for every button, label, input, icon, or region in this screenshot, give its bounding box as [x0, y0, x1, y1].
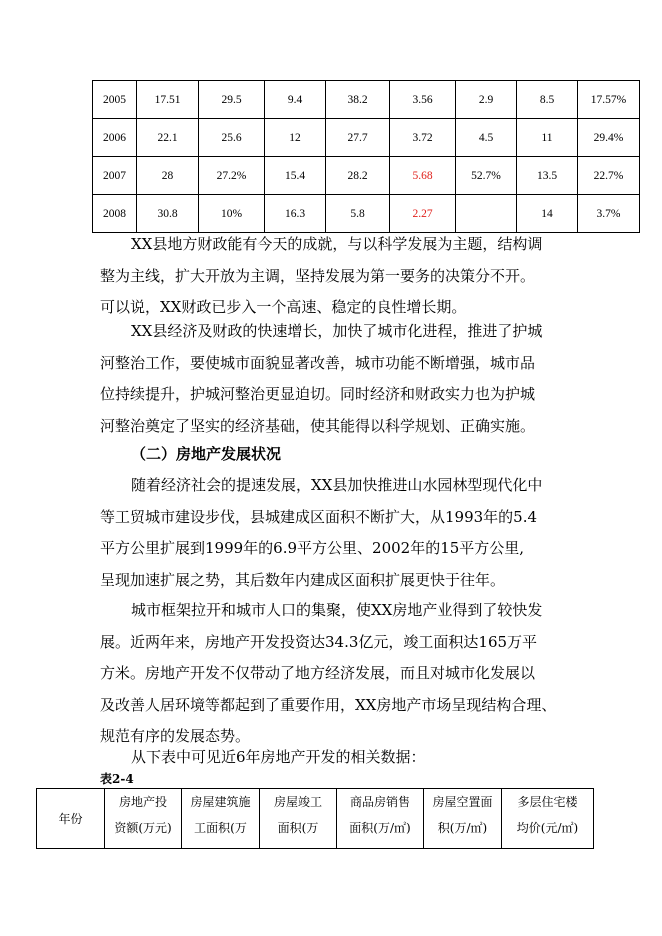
table-cell: 2007 [93, 157, 137, 195]
table-cell: 16.3 [265, 195, 326, 233]
header-line: 房屋空置面 [432, 795, 493, 809]
table-cell [456, 195, 517, 233]
table-cell: 17.57% [578, 81, 640, 119]
table-cell: 2.9 [456, 81, 517, 119]
text-line: 及改善人居环境等都起到了重要作用，XX房地产市场呈现结构合理、 [100, 695, 557, 714]
table-cell: 17.51 [137, 81, 199, 119]
table-header-cell [37, 789, 105, 849]
table-cell: 3.72 [390, 119, 456, 157]
table-caption: 表2-4 [100, 772, 134, 786]
header-line: 均价(元/㎡) [516, 821, 579, 835]
table-row [93, 157, 640, 195]
table-row [93, 81, 640, 119]
header-line: 面积(万/㎡) [349, 821, 411, 835]
text-line: XX县经济及财政的快速增长，加快了城市化进程，推进了护城 [131, 322, 543, 340]
table-cell: 15.4 [265, 157, 326, 195]
fiscal-data-table [92, 80, 640, 233]
text-line: 方米。房地产开发不仅带动了地方经济发展，而且对城市化发展以 [100, 664, 536, 682]
table-cell: 11 [517, 119, 578, 157]
header-line: 多层住宅楼 [517, 795, 578, 809]
table-header-cell [502, 789, 594, 849]
header-line: 积(万/㎡) [437, 821, 488, 835]
text-line: 平方公里扩展到1999年的6.9平方公里、2002年的15平方公里, [100, 539, 525, 557]
table-cell: 27.2% [199, 157, 265, 195]
table-cell: 14 [517, 195, 578, 233]
table-cell: 22.7% [578, 157, 640, 195]
text-line: 整为主线，扩大开放为主调，坚持发展为第一要务的决策分不开。 [100, 266, 536, 285]
table-cell: 22.1 [137, 119, 199, 157]
table-cell: 2005 [93, 81, 137, 119]
table-cell: 4.5 [456, 119, 517, 157]
real-estate-table [36, 788, 594, 849]
section-title: （二）房地产发展状况 [131, 445, 282, 463]
text-line: 位持续提升，护城河整治更显迫切。同时经济和财政实力也为护城 [100, 385, 536, 403]
table-cell: 3.56 [390, 81, 456, 119]
table-header-cell [260, 789, 337, 849]
text-line: 从下表中可见近6年房地产开发的相关数据： [131, 748, 426, 766]
table-cell: 27.7 [326, 119, 390, 157]
text-line: 城市框架拉开和城市人口的集聚，使XX房地产业得到了较快发 [131, 601, 543, 619]
table-cell: 38.2 [326, 81, 390, 119]
text-line: 展。近两年来，房地产开发投资达34.3亿元，竣工面积达165万平 [100, 632, 538, 651]
paragraph-urban-expansion [100, 470, 564, 596]
table-cell: 2006 [93, 119, 137, 157]
table-header-cell [337, 789, 424, 849]
text-line: 规范有序的发展态势。 [100, 727, 251, 745]
table-cell: 52.7% [456, 157, 517, 195]
table-header-cell [182, 789, 260, 849]
text-line: 呈现加速扩展之势，其后数年内建成区面积扩展更快于往年。 [100, 570, 506, 589]
header-line: 房屋竣工 [273, 795, 322, 809]
text-line: 河整治奠定了坚实的经济基础，使其能得以科学规划、正确实施。 [100, 416, 536, 435]
table-header-row [37, 789, 594, 849]
table-cell: 2.27 [390, 195, 456, 233]
header-line: 面积(万 [277, 821, 319, 835]
table-cell: 10% [199, 195, 265, 233]
header-line: 工面积(万 [194, 821, 247, 835]
table-cell: 8.5 [517, 81, 578, 119]
table-cell: 30.8 [137, 195, 199, 233]
paragraph-fiscal-achievement [100, 229, 564, 324]
header-line: 商品房销售 [349, 795, 410, 809]
table-row [93, 119, 640, 157]
table-cell: 13.5 [517, 157, 578, 195]
paragraph-table-intro [100, 742, 564, 774]
table-cell: 29.5 [199, 81, 265, 119]
table-cell: 28.2 [326, 157, 390, 195]
paragraph-real-estate [100, 595, 564, 753]
header-line: 资额(万元) [114, 821, 172, 835]
text-line: 河整治工作，要使城市面貌显著改善，城市功能不断增强，城市品 [100, 353, 536, 372]
table-row [93, 195, 640, 233]
table-cell: 2008 [93, 195, 137, 233]
text-line: XX县地方财政能有今天的成就，与以科学发展为主题，结构调 [131, 235, 543, 253]
table-cell: 5.8 [326, 195, 390, 233]
text-line: 随着经济社会的提速发展，XX县加快推进山水园林型现代化中 [131, 476, 543, 494]
table-cell: 28 [137, 157, 199, 195]
table-cell: 5.68 [390, 157, 456, 195]
text-line: 可以说，XX财政已步入一个高速、稳定的良性增长期。 [100, 298, 467, 316]
paragraph-urbanization [100, 316, 564, 442]
table-header-cell [424, 789, 502, 849]
header-line: 房屋建筑施 [190, 795, 251, 809]
table-cell: 9.4 [265, 81, 326, 119]
table-cell: 25.6 [199, 119, 265, 157]
header-line: 房地产投 [118, 795, 167, 809]
table-cell: 3.7% [578, 195, 640, 233]
table-cell: 29.4% [578, 119, 640, 157]
table-header-cell [105, 789, 182, 849]
text-line: 等工贸城市建设步伐，县城建成区面积不断扩大，从1993年的5.4 [100, 507, 538, 526]
header-line: 年份 [58, 811, 83, 826]
table-cell: 12 [265, 119, 326, 157]
